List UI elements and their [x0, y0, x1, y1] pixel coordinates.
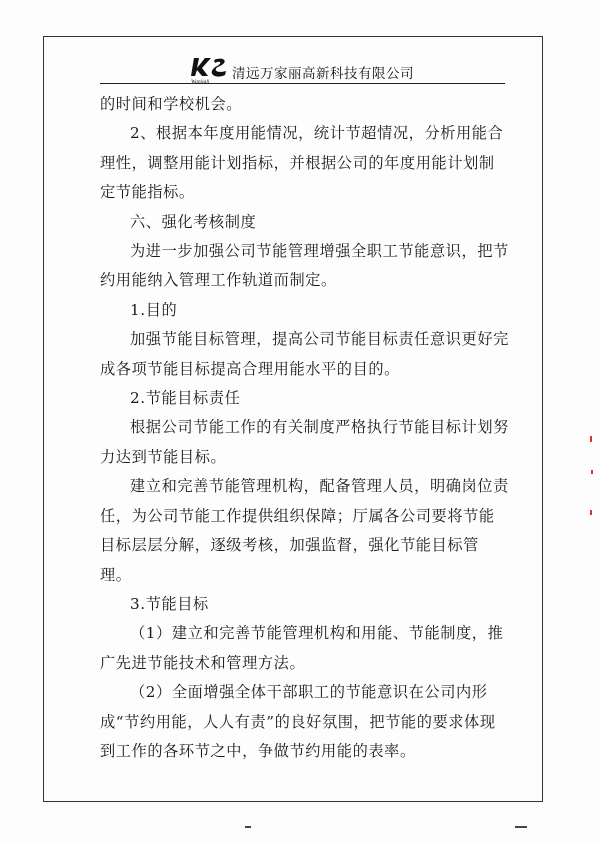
header-divider: [100, 83, 505, 84]
paragraph-target-2: （2）全面增强全体干部职工的节能意识在公司内形成“节约用能，人人有责”的良好氛围，把节能的要求体现到工作的各环节之中，争做节约用能的表率。: [100, 683, 496, 760]
paragraph-continuation: 的时间和学校机会。: [100, 95, 243, 113]
stamp-edge-mark: [590, 510, 592, 515]
document-body: [100, 90, 510, 766]
section-heading-6: 六、强化考核制度: [130, 212, 257, 231]
company-name: 清远万家丽高新科技有限公司: [232, 65, 414, 82]
subheading-targets: 3.节能目标: [130, 594, 209, 613]
stamp-edge-mark: [590, 436, 592, 442]
logo-text: Wanjiali: [191, 79, 210, 84]
letterhead: [190, 50, 414, 84]
ks-logo-icon: [190, 54, 230, 84]
subheading-purpose: 1.目的: [130, 300, 178, 319]
paragraph-responsibility: 根据公司节能工作的有关制度严格执行节能目标计划努力达到节能目标。: [100, 418, 509, 466]
scan-speck: [515, 826, 527, 828]
paragraph-intro: 为进一步加强公司节能管理增强全职工节能意识，把节约用能纳入管理工作轨道而制定。: [100, 242, 509, 290]
stamp-edge-mark: [591, 470, 593, 474]
paragraph-target-1: （1）建立和完善节能管理机构和用能、节能制度，推广先进节能技术和管理方法。: [100, 624, 504, 672]
company-logo: [190, 54, 230, 84]
paragraph-item-2: 2、根据本年度用能情况，统计节超情况，分析用能合理性，调整用能计划指标，并根据公司的年度用能计划制定节能指标。: [100, 124, 504, 202]
scan-speck: [245, 826, 251, 828]
subheading-responsibility: 2.节能目标责任: [130, 389, 241, 408]
paragraph-organization: 建立和完善节能管理机构，配备管理人员，明确岗位责任，为公司节能工作提供组织保障；厅属各公司要将节能目标层层分解，逐级考核，加强监督，强化节能目标管理。: [100, 477, 509, 584]
paragraph-purpose: 加强节能目标管理，提高公司节能目标责任意识更好完成各项节能目标提高合理用能水平的目的。: [100, 330, 509, 378]
